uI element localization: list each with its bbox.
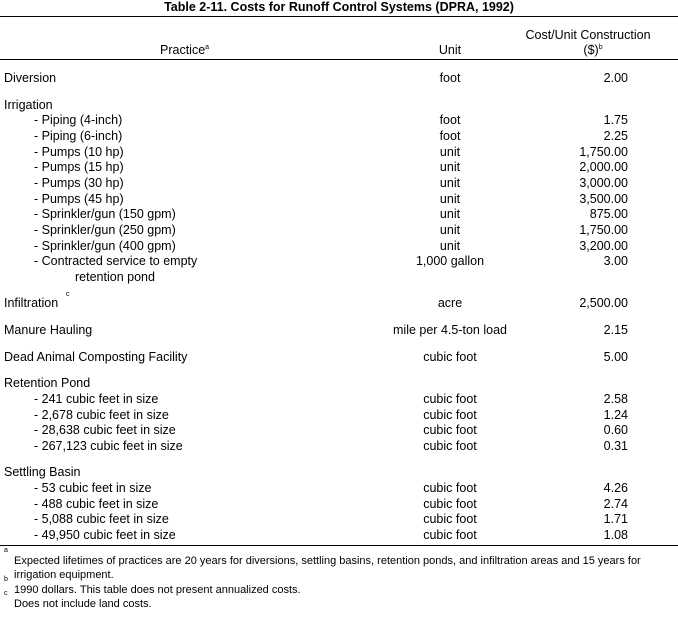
cost-cell: 0.31 [603, 439, 628, 453]
cost-cell: 2.25 [603, 129, 628, 143]
practice-cell: - Pumps (45 hp) [34, 192, 124, 206]
practice-cell: retention pond [75, 270, 155, 284]
practice-cell: Manure Hauling [4, 323, 93, 337]
cost-cell: 1.24 [603, 408, 628, 422]
cost-cell: 1.75 [603, 113, 628, 127]
unit-header: Unit [438, 43, 462, 57]
cost-cell: 1,750.00 [579, 223, 628, 237]
practice-cell: Diversion [4, 71, 57, 85]
table-row [0, 160, 678, 175]
top-rule [0, 16, 678, 17]
practice-cell: - Sprinkler/gun (150 gpm) [34, 207, 176, 221]
practice-cell: - Pumps (10 hp) [34, 145, 124, 159]
cost-cell: 4.26 [603, 481, 628, 495]
unit-cell: cubic foot [423, 408, 477, 422]
table-row [0, 423, 678, 438]
practice-cell: - 488 cubic feet in size [34, 497, 159, 511]
cost-cell: 3,500.00 [579, 192, 628, 206]
cost-cell: 5.00 [603, 350, 628, 364]
cost-cell: 2,000.00 [579, 160, 628, 174]
table-row [0, 270, 678, 285]
practice-cell: - 49,950 cubic feet in size [34, 528, 176, 542]
practice-cell: - 2,678 cubic feet in size [34, 408, 169, 422]
cost-cell: 3.00 [603, 254, 628, 268]
unit-cell: cubic foot [423, 423, 477, 437]
table-title: Table 2-11. Costs for Runoff Control Systems (DPRA, 1992) [164, 0, 514, 14]
table-row [0, 192, 678, 207]
footnote-text: Expected lifetimes of practices are 20 years for diversions, settling basins, retention ponds, and infiltration areas and 15 years for irrigation equipment. [14, 555, 641, 581]
table-row [0, 512, 678, 527]
practice-cell: - Sprinkler/gun (250 gpm) [34, 223, 176, 237]
cost-cell: 1.08 [603, 528, 628, 542]
practice-cell: - Piping (6-inch) [34, 129, 123, 143]
table-row [0, 350, 678, 365]
table-row [0, 145, 678, 160]
practice-header [160, 43, 209, 58]
footnote-b: b 1990 dollars. This table does not present annualized costs. [4, 583, 676, 597]
cost-header-line1: Cost/Unit Construction [525, 28, 651, 42]
table-row [0, 223, 678, 238]
cost-cell: 2.15 [603, 323, 628, 337]
unit-cell: acre [437, 296, 463, 310]
practice-header-note: a [205, 44, 210, 51]
unit-cell: 1,000 gallon [415, 254, 485, 268]
table-row [0, 113, 678, 128]
cost-header-note: b [598, 44, 603, 51]
unit-cell: unit [439, 207, 461, 221]
practice-cell: - Sprinkler/gun (400 gpm) [34, 239, 176, 253]
practice-cell: - 5,088 cubic feet in size [34, 512, 169, 526]
practice-cell: - Contracted service to empty [34, 254, 198, 268]
unit-cell: unit [439, 176, 461, 190]
unit-cell: unit [439, 239, 461, 253]
practice-cell: Infiltration [4, 296, 59, 310]
unit-cell: cubic foot [423, 528, 477, 542]
cost-cell: 2,500.00 [579, 296, 628, 310]
footnote-text: Does not include land costs. [14, 598, 152, 610]
unit-cell: mile per 4.5-ton load [393, 323, 507, 337]
table-row [0, 497, 678, 512]
footnote-text: 1990 dollars. This table does not present annualized costs. [14, 584, 301, 596]
unit-cell: foot [439, 71, 461, 85]
table-row [0, 98, 678, 113]
cost-cell: 3,200.00 [579, 239, 628, 253]
cost-cell: 2.00 [603, 71, 628, 85]
table-row [0, 392, 678, 407]
table-row [0, 439, 678, 454]
cost-header-line2: ($)$^b$ [583, 43, 603, 57]
cost-cell: 0.60 [603, 423, 628, 437]
practice-cell: Retention Pond [4, 376, 91, 390]
practice-cell: Settling Basin [4, 465, 81, 479]
table-row [0, 323, 678, 338]
table-row [0, 528, 678, 543]
cost-header [508, 28, 668, 58]
footnote-c: c Does not include land costs. [4, 597, 676, 611]
practice-cell: - 28,638 cubic feet in size [34, 423, 176, 437]
practice-header-label: Practice [160, 43, 206, 57]
unit-cell: cubic foot [423, 497, 477, 511]
practice-cell: - Piping (4-inch) [34, 113, 123, 127]
unit-cell: unit [439, 223, 461, 237]
table-row [0, 481, 678, 496]
unit-cell: unit [439, 145, 461, 159]
unit-cell: cubic foot [423, 439, 477, 453]
cost-cell: 1,750.00 [579, 145, 628, 159]
cost-cell: 875.00 [589, 207, 628, 221]
practice-cell: - 53 cubic feet in size [34, 481, 152, 495]
unit-cell: cubic foot [423, 481, 477, 495]
table-row [0, 376, 678, 391]
unit-cell: foot [439, 113, 461, 127]
practice-cell: - Pumps (30 hp) [34, 176, 124, 190]
unit-cell: unit [439, 192, 461, 206]
table-row [0, 207, 678, 222]
table-row [0, 239, 678, 254]
table-row [0, 465, 678, 480]
unit-cell: cubic foot [423, 350, 477, 364]
practice-cell: Dead Animal Composting Facility [4, 350, 188, 364]
practice-cell: - 241 cubic feet in size [34, 392, 159, 406]
practice-cell: - Pumps (15 hp) [34, 160, 124, 174]
practice-cell: Irrigation [4, 98, 53, 112]
unit-cell: unit [439, 160, 461, 174]
cost-cell: 2.58 [603, 392, 628, 406]
cost-cell: 2.74 [603, 497, 628, 511]
table-row [0, 176, 678, 191]
unit-cell: foot [439, 129, 461, 143]
unit-cell: cubic foot [423, 392, 477, 406]
footnote-a: a Expected lifetimes of practices are 20 years for diversions, settling basins, retention ponds, and infiltration areas and 15 years for irrigation equipment. [4, 554, 676, 584]
table-row: Infiltration c acre 2,500.00 [4, 291, 628, 310]
practice-cell: - 267,123 cubic feet in size [34, 439, 183, 453]
cost-cell: 1.71 [603, 512, 628, 526]
table-row [0, 408, 678, 423]
table-row [0, 254, 678, 269]
table-row [0, 129, 678, 144]
bottom-rule [0, 545, 678, 546]
cost-cell: 3,000.00 [579, 176, 628, 190]
unit-cell: cubic foot [423, 512, 477, 526]
header-rule [0, 59, 678, 60]
table-row [0, 71, 678, 86]
